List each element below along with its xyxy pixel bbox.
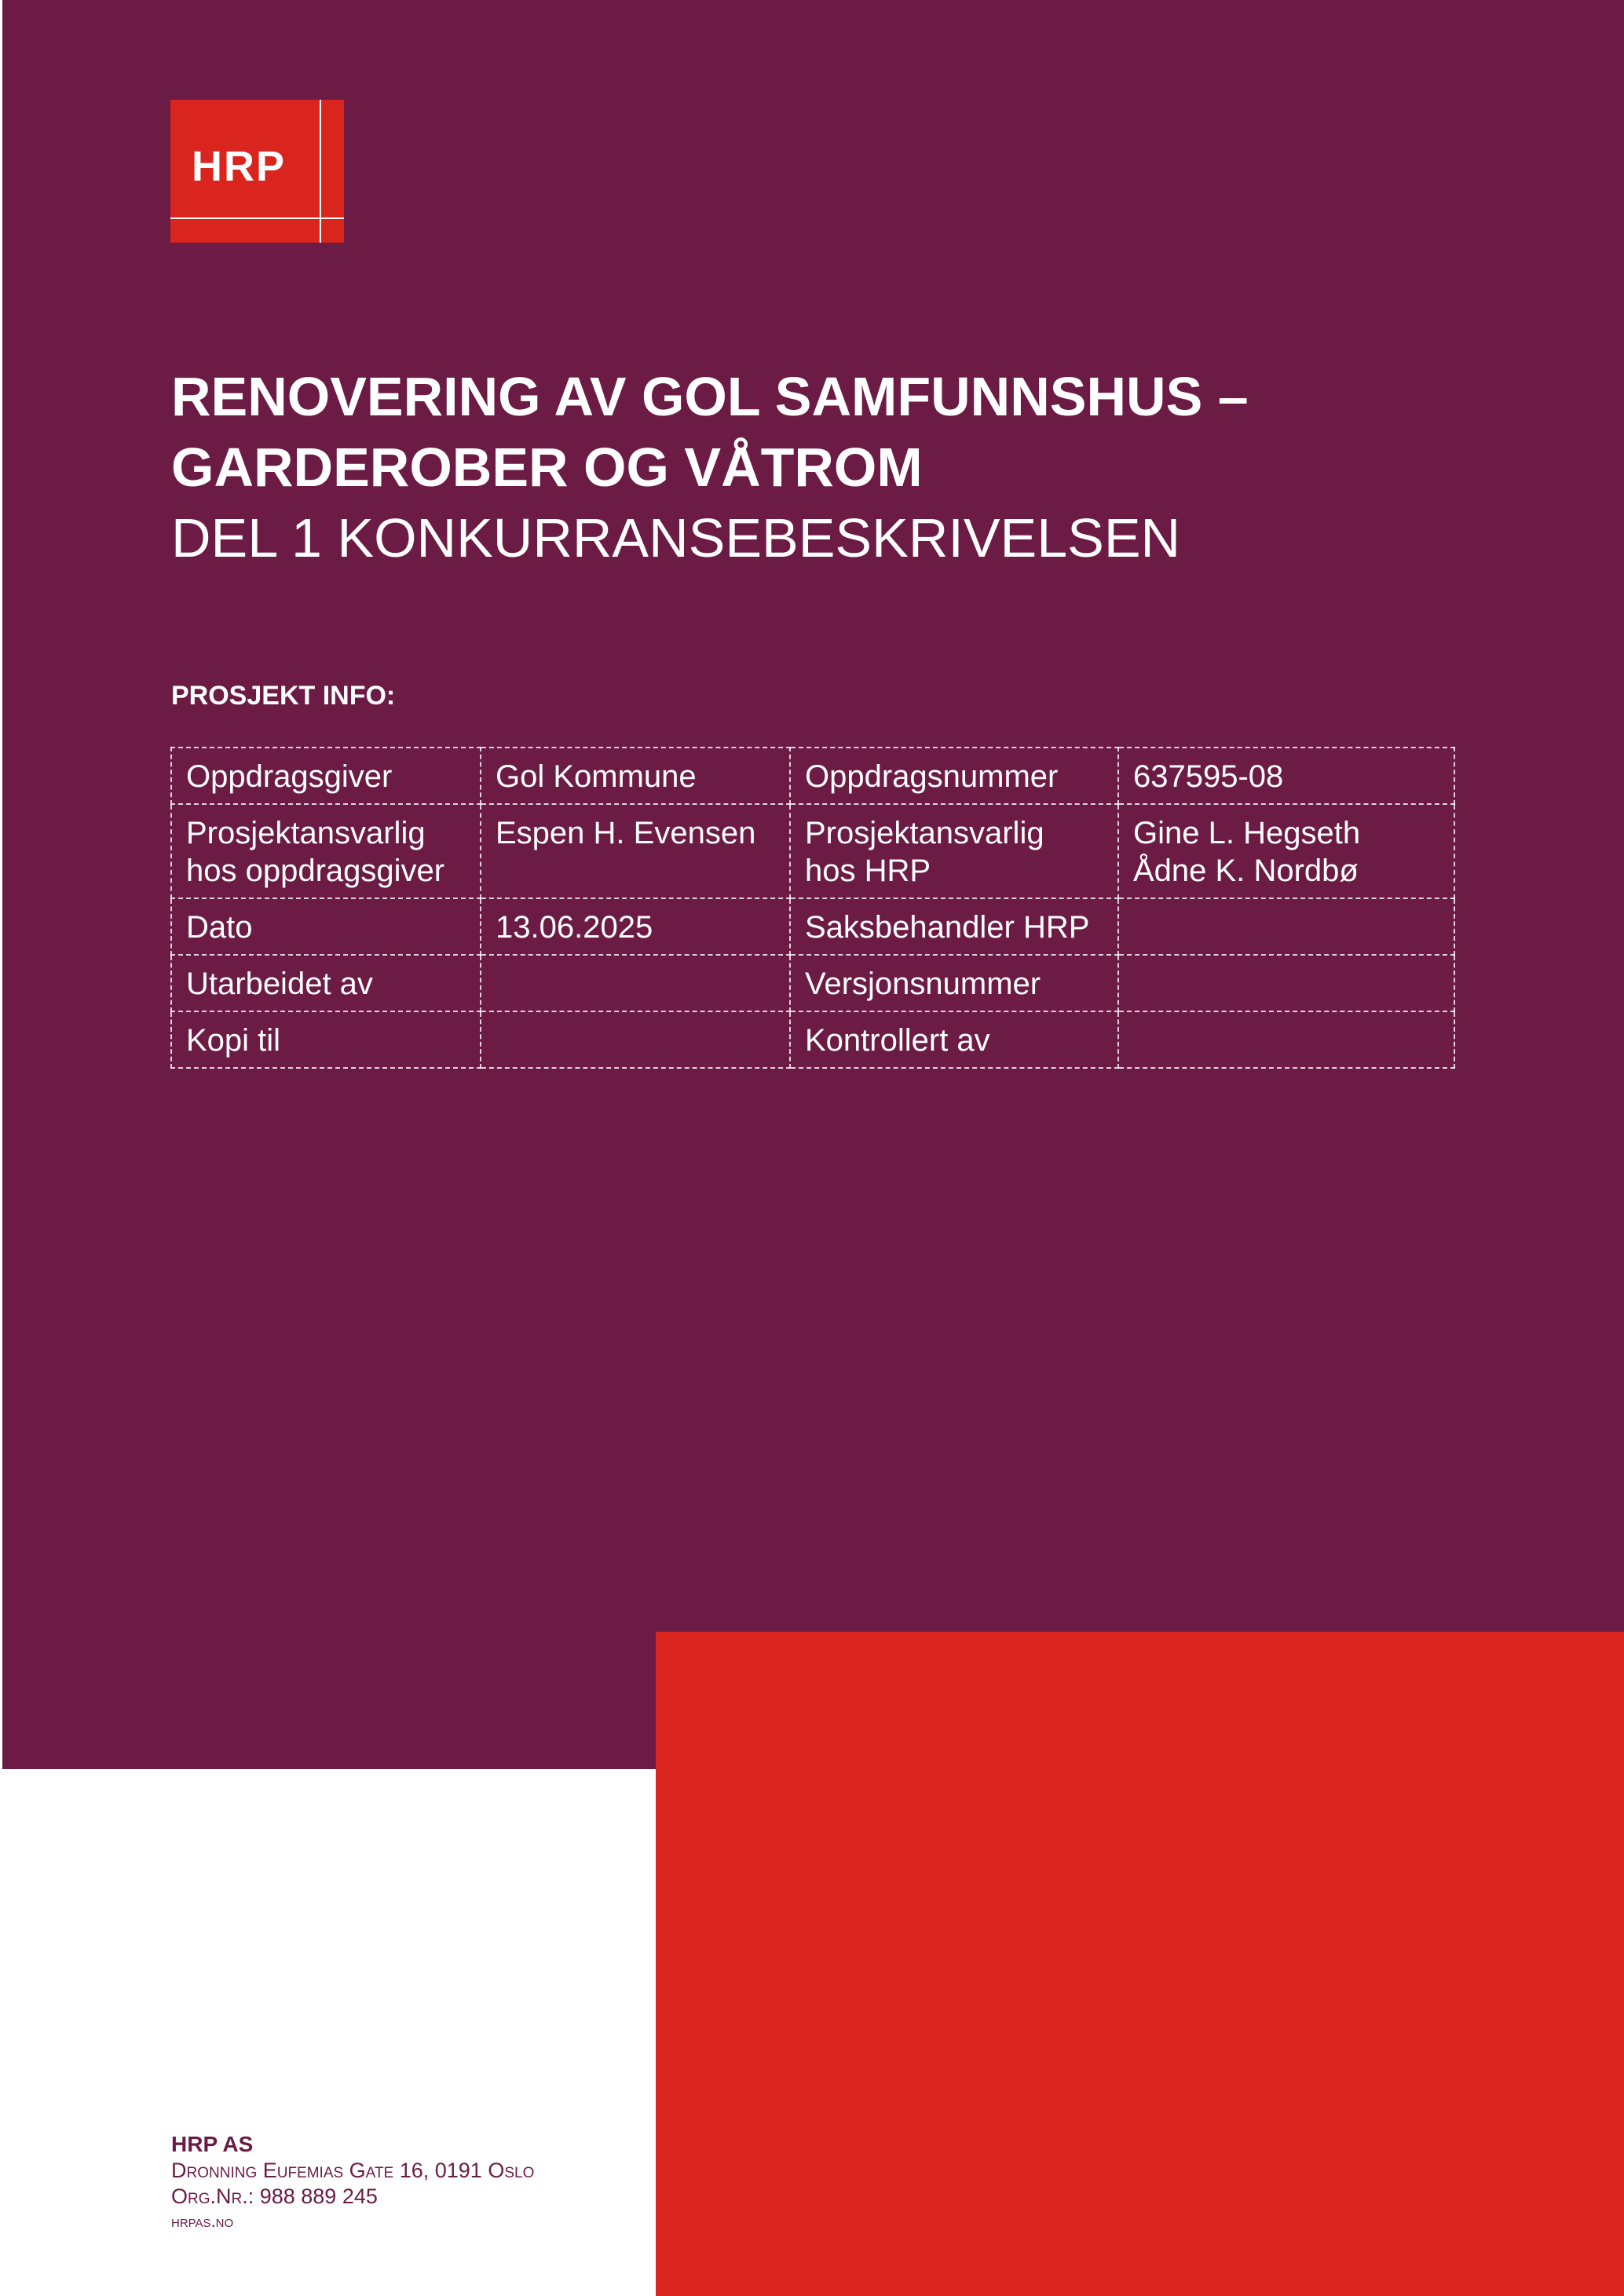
project-info-row [171,748,1454,804]
document-title-block [171,361,1249,573]
project-info-label: Utarbeidet av [186,967,373,1001]
project-info-value: 637595-08 [1133,759,1284,794]
project-info-value-cell [481,804,790,898]
project-info-row [171,898,1454,955]
project-info-label-cell [790,955,1118,1011]
project-info-value-cell [1118,898,1454,955]
project-info-value-cell [1118,1011,1454,1068]
project-info-value-cell [481,748,790,804]
project-info-label-cell [171,748,481,804]
project-info-value-cell [481,898,790,955]
project-info-value: Espen H. Evensen [496,816,756,850]
logo-vertical-line [320,100,321,243]
project-info-label-cell [171,955,481,1011]
project-info-label-cell [171,898,481,955]
footer-address: Dronning Eufemias Gate 16, 0191 Oslo [171,2159,535,2182]
project-info-value-cell [1118,955,1454,1011]
project-info-label: hos oppdragsgiver [186,854,445,888]
logo-text: HRP [192,143,287,190]
project-info-label-cell [790,748,1118,804]
project-info-value-cell [1118,804,1454,898]
document-title-line-1: RENOVERING AV GOL SAMFUNNSHUS – [171,366,1249,427]
project-info-label: Prosjektansvarlig [186,816,426,850]
project-info-value: Gine L. Hegseth [1133,816,1361,850]
project-info-row [171,1011,1454,1068]
project-info-label: Kopi til [186,1023,281,1058]
project-info-label: Versjonsnummer [805,967,1041,1001]
project-info-label: Saksbehandler HRP [805,910,1090,945]
accent-red-block [656,1632,1624,2296]
project-info-value-cell [1118,748,1454,804]
project-info-label: Prosjektansvarlig [805,816,1044,850]
project-info-row [171,804,1454,898]
hrp-logo [170,100,344,243]
project-info-value-cell [481,1011,790,1068]
project-info-label-cell [790,898,1118,955]
company-footer [171,2131,534,2233]
project-info-value: Ådne K. Nordbø [1133,854,1359,888]
project-info-label: PROSJEKT INFO: [171,681,396,711]
project-info-label-cell [171,804,481,898]
footer-website-link[interactable]: hrpas.no [171,2211,234,2231]
project-info-value-cell [481,955,790,1011]
project-info-label: Oppdragsgiver [186,759,393,794]
project-info-label-cell [171,1011,481,1068]
project-info-label: Oppdragsnummer [805,759,1059,794]
footer-org-number: Org.Nr.: 988 889 245 [171,2184,378,2208]
footer-company-name: HRP AS [171,2132,254,2156]
project-info-label-cell [790,1011,1118,1068]
document-title-line-2: GARDEROBER OG VÅTROM [171,437,923,498]
logo-horizontal-line [170,218,344,219]
project-info-label: Dato [186,910,253,945]
project-info-table [170,747,1455,1069]
project-info-row [171,955,1454,1011]
document-subtitle: DEL 1 KONKURRANSEBESKRIVELSEN [171,507,1181,569]
project-info-value: 13.06.2025 [496,910,653,945]
project-info-label-cell [790,804,1118,898]
project-info-label: hos HRP [805,854,931,888]
project-info-label: Kontrollert av [805,1023,990,1058]
project-info-value: Gol Kommune [496,759,697,794]
